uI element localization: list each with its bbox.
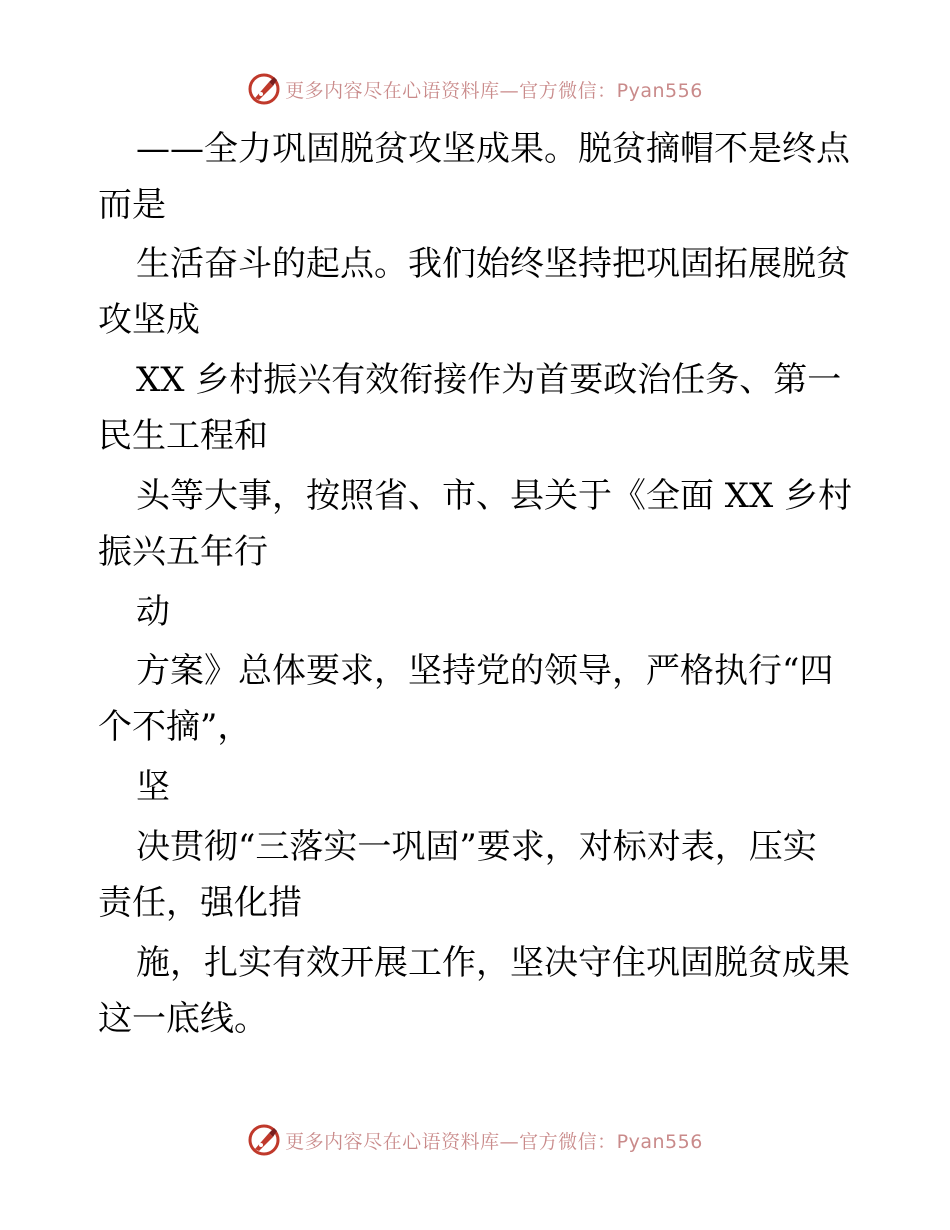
body-line: 动 — [136, 592, 170, 632]
wechat-id: Pyan556 — [616, 79, 703, 102]
body-line: 振兴五年行 — [98, 532, 268, 572]
footer-banner-text: 更多内容尽在心语资料库—官方微信：Pyan556 — [285, 1130, 703, 1153]
body-line: 方案》总体要求，坚持党的领导，严格执行“四 — [136, 651, 834, 691]
pen-nib-logo-icon — [247, 1123, 281, 1157]
body-line: 决贯彻“三落实一巩固”要求，对标对表，压实 — [136, 827, 817, 867]
body-line: ——全力巩固脱贫攻坚成果。脱贫摘帽不是终点 — [136, 129, 850, 169]
body-line: 这一底线。 — [98, 999, 268, 1039]
body-line: 责任，强化措 — [98, 883, 302, 923]
body-line: 个不摘”， — [98, 707, 252, 747]
body-line: 头等大事，按照省、市、县关于《全面 XX 乡村 — [136, 476, 853, 516]
body-line: 施，扎实有效开展工作，坚决守住巩固脱贫成果 — [136, 943, 850, 983]
body-line: XX 乡村振兴有效衔接作为首要政治任务、第一 — [136, 360, 842, 400]
body-line: 坚 — [136, 767, 170, 807]
body-line: 攻坚成 — [98, 300, 200, 340]
body-line: 民生工程和 — [98, 416, 268, 456]
wechat-id: Pyan556 — [616, 1130, 703, 1153]
body-line: 生活奋斗的起点。我们始终坚持把巩固拓展脱贫 — [136, 244, 850, 284]
body-line: 而是 — [98, 185, 166, 225]
footer-banner — [0, 1122, 950, 1158]
header-banner-text: 更多内容尽在心语资料库—官方微信：Pyan556 — [285, 79, 703, 102]
